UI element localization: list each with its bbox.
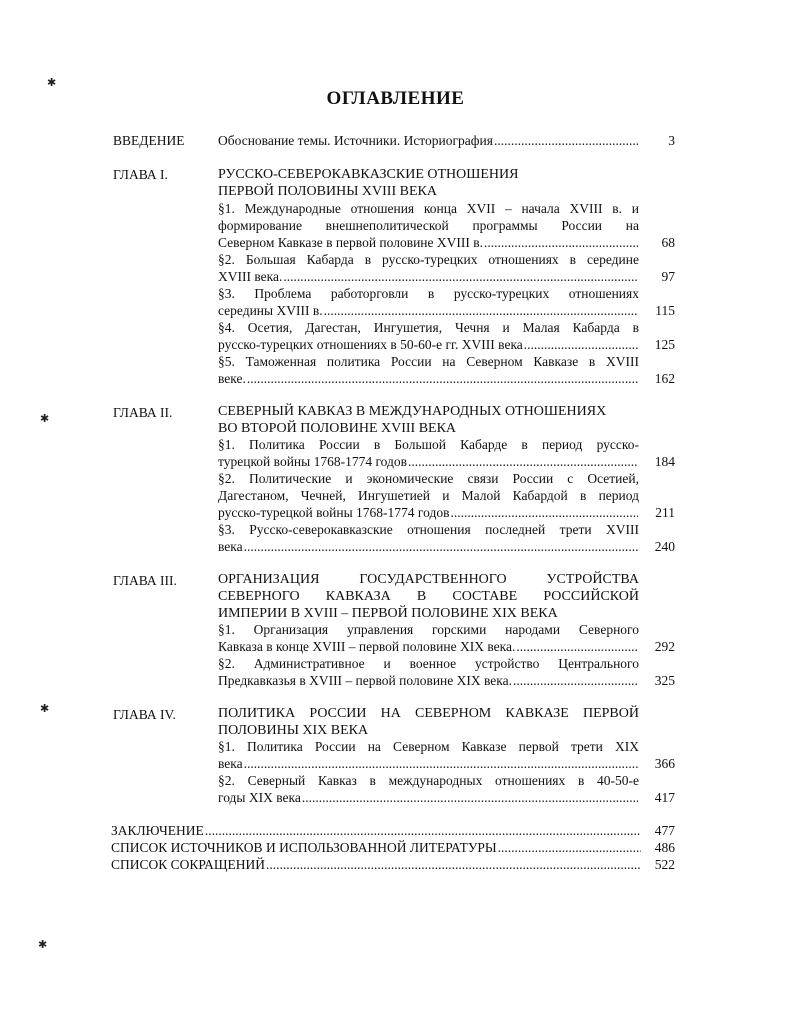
back-entry-page: 486: [654, 840, 675, 855]
section-page: 162: [654, 371, 675, 386]
section-line: веке.: [218, 371, 246, 386]
scan-speck: ✱: [40, 413, 50, 425]
toc-section[interactable]: [218, 251, 639, 285]
leader-dots: [516, 638, 638, 655]
section-line: середины XVIII в.: [218, 303, 323, 318]
intro-page: 3: [668, 133, 675, 148]
toc-section[interactable]: [218, 521, 639, 555]
section-line: §1. Политика России на Северном Кавказе первой трети XIX: [218, 739, 639, 754]
toc-section[interactable]: [218, 738, 639, 772]
chapter-heading-line: ПОЛИТИКА РОССИИ НА СЕВЕРНОМ КАВКАЗЕ ПЕРВОЙ: [218, 706, 639, 721]
toc-back-entry[interactable]: [111, 856, 642, 873]
section-page: 292: [654, 639, 675, 654]
chapter-heading: [218, 166, 639, 200]
section-line: Дагестаном, Чечней, Ингушетией и Малой Кабардой в период: [218, 488, 639, 503]
scan-speck: ✱: [38, 939, 48, 951]
toc-section[interactable]: [218, 470, 639, 521]
section-page: 366: [654, 756, 675, 771]
leader-dots: [494, 132, 638, 149]
chapter-heading-line: СЕВЕРНЫЙ КАВКАЗ В МЕЖДУНАРОДНЫХ ОТНОШЕНИЯХ: [218, 404, 607, 419]
leader-dots: [283, 268, 638, 285]
section-page: 325: [654, 673, 675, 688]
section-page: 184: [654, 454, 675, 469]
section-line: русско-турецких отношениях в 50-60-е гг. XVIII века: [218, 337, 523, 352]
chapter-heading-line: ПЕРВОЙ ПОЛОВИНЫ XVIII ВЕКА: [218, 184, 437, 199]
back-entry-page: 477: [654, 823, 675, 838]
leader-dots: [205, 822, 641, 839]
toc-section[interactable]: [218, 285, 639, 319]
chapter-heading-line: ОРГАНИЗАЦИЯ ГОСУДАРСТВЕННОГО УСТРОЙСТВА: [218, 572, 639, 587]
section-line: §1. Организация управления горскими народами Северного: [218, 622, 639, 637]
toc-back-entry[interactable]: [111, 822, 642, 839]
chapter-label: ГЛАВА II.: [113, 405, 173, 420]
leader-dots: [244, 538, 638, 555]
back-entry-text: СПИСОК СОКРАЩЕНИЙ: [111, 857, 266, 872]
chapter-heading-line: СЕВЕРНОГО КАВКАЗА В СОСТАВЕ РОССИЙСКОЙ: [218, 589, 639, 604]
section-line: Северном Кавказе в первой половине XVIII в.: [218, 235, 484, 250]
section-page: 211: [655, 505, 675, 520]
section-line: Кавказа в конце XVIII – первой половине XIX века.: [218, 639, 516, 654]
section-line: §5. Таможенная политика России на Северном Кавказе в XVIII: [218, 354, 639, 369]
leader-dots: [524, 336, 638, 353]
leader-dots: [408, 453, 638, 470]
section-line: §1. Международные отношения конца XVII – начала XVIII в. и: [218, 201, 639, 216]
back-entry-text: СПИСОК ИСТОЧНИКОВ И ИСПОЛЬЗОВАННОЙ ЛИТЕРАТУРЫ: [111, 840, 497, 855]
leader-dots: [244, 755, 638, 772]
leader-dots: [513, 672, 638, 689]
section-page: 68: [661, 235, 675, 250]
chapter-heading-line: РУССКО-СЕВЕРОКАВКАЗСКИЕ ОТНОШЕНИЯ: [218, 167, 519, 182]
section-line: формирование внешнеполитической программы России на: [218, 218, 639, 233]
intro-label: ВВЕДЕНИЕ: [113, 133, 185, 148]
section-line: §2. Политические и экономические связи России с Осетией,: [218, 471, 639, 486]
section-line: §3. Русско-северокавказские отношения последней трети XVIII: [218, 522, 639, 537]
chapter-heading-line: ВО ВТОРОЙ ПОЛОВИНЕ XVIII ВЕКА: [218, 421, 457, 436]
toc-section[interactable]: [218, 353, 639, 387]
toc-section[interactable]: [218, 200, 639, 251]
toc-back-entry[interactable]: [111, 839, 642, 856]
intro-text: Обоснование темы. Источники. Историография: [218, 133, 493, 148]
leader-dots: [498, 839, 641, 856]
chapter-heading-line: ИМПЕРИИ В XVIII – ПЕРВОЙ ПОЛОВИНЕ XIX ВЕКА: [218, 606, 558, 621]
toc-section[interactable]: [218, 621, 639, 655]
section-line: турецкой войны 1768-1774 годов: [218, 454, 408, 469]
section-line: §4. Осетия, Дагестан, Ингушетия, Чечня и Малая Кабарда в: [218, 320, 639, 335]
section-line: Предкавказья в XVIII – первой половине XIX века.: [218, 673, 513, 688]
back-entry-text: ЗАКЛЮЧЕНИЕ: [111, 823, 204, 838]
chapter-label: ГЛАВА IV.: [113, 707, 176, 722]
section-line: века: [218, 539, 243, 554]
chapter-heading: [218, 571, 639, 622]
chapter-label: ГЛАВА III.: [113, 573, 177, 588]
section-page: 417: [654, 790, 675, 805]
section-line: годы XIX века: [218, 790, 301, 805]
leader-dots: [484, 234, 638, 251]
section-line: русско-турецкой войны 1768-1774 годов: [218, 505, 450, 520]
section-line: века: [218, 756, 243, 771]
scan-speck: ✱: [47, 77, 57, 89]
section-line: §1. Политика России в Большой Кабарде в период русско-: [218, 437, 639, 452]
intro-entry[interactable]: [218, 132, 639, 149]
toc-section[interactable]: [218, 436, 639, 470]
leader-dots: [266, 856, 641, 873]
section-page: 115: [655, 303, 675, 318]
section-page: 97: [661, 269, 675, 284]
back-entry-page: 522: [654, 857, 675, 872]
leader-dots: [247, 370, 638, 387]
page-title: ОГЛАВЛЕНИЕ: [326, 88, 465, 109]
toc-section[interactable]: [218, 655, 639, 689]
section-line: §2. Административное и военное устройство Центрального: [218, 656, 639, 671]
section-line: §2. Большая Кабарда в русско-турецких отношениях в середине: [218, 252, 639, 267]
chapter-heading: [218, 403, 639, 437]
section-page: 125: [654, 337, 675, 352]
leader-dots: [324, 302, 638, 319]
toc-section[interactable]: [218, 772, 639, 806]
chapter-heading-line: ПОЛОВИНЫ XIX ВЕКА: [218, 723, 369, 738]
chapter-label: ГЛАВА I.: [113, 167, 168, 182]
section-line: XVIII века.: [218, 269, 283, 284]
toc-section[interactable]: [218, 319, 639, 353]
leader-dots: [450, 504, 638, 521]
leader-dots: [302, 789, 638, 806]
section-line: §2. Северный Кавказ в международных отношениях в 40-50-е: [218, 773, 639, 788]
chapter-heading: [218, 705, 639, 739]
section-line: §3. Проблема работорговли в русско-турецких отношениях: [218, 286, 639, 301]
section-page: 240: [654, 539, 675, 554]
scan-speck: ✱: [40, 703, 50, 715]
